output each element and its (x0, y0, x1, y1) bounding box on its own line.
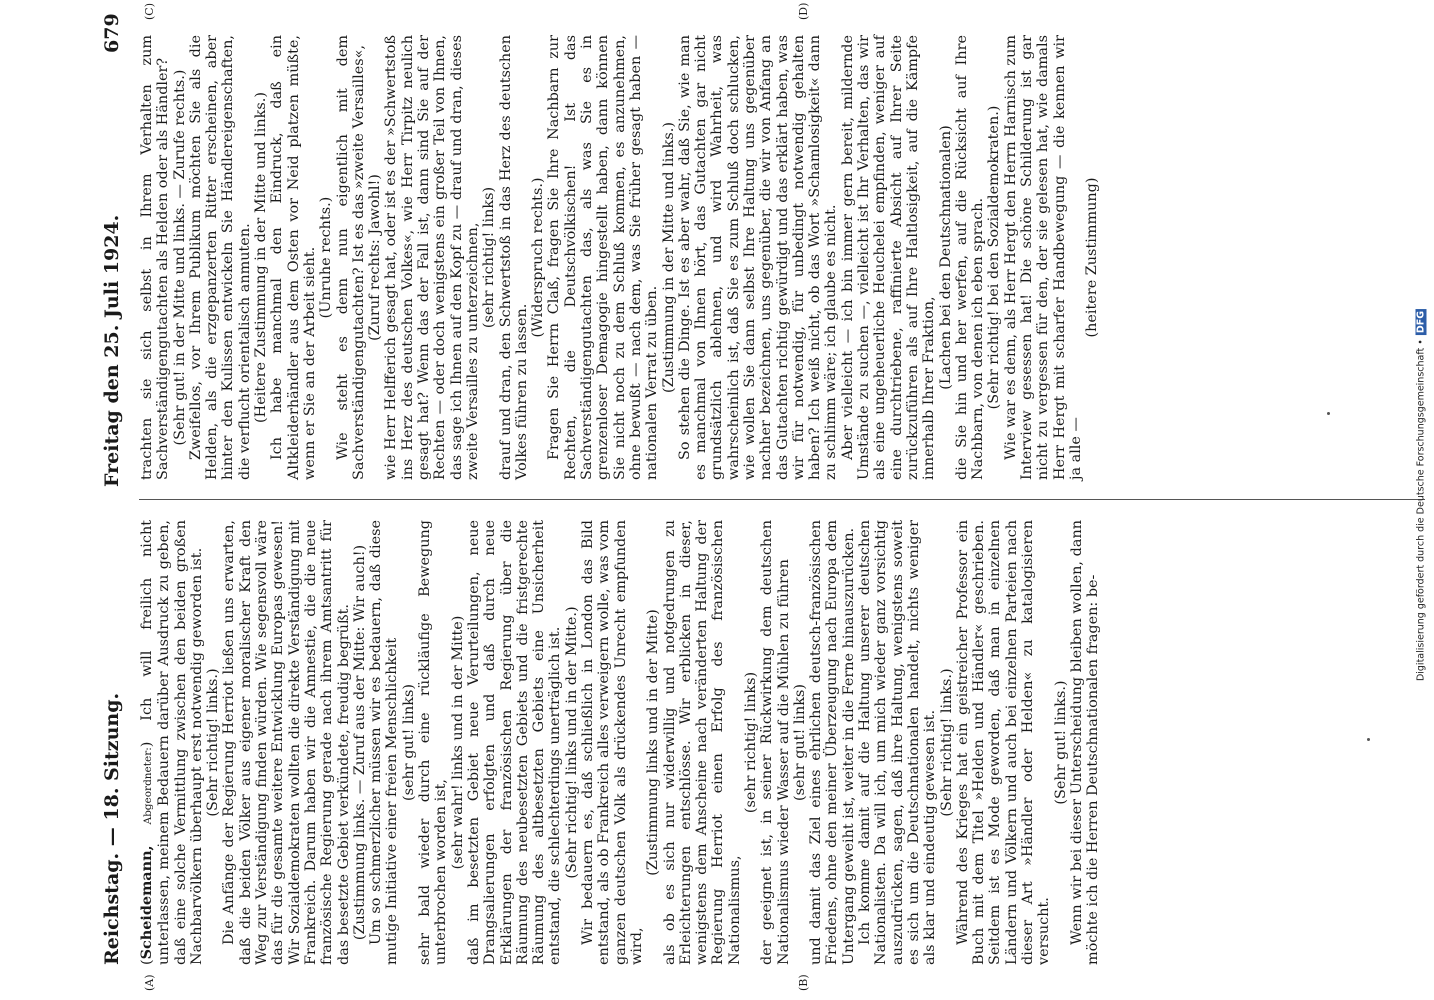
interjection: (Sehr gut! in der Mitte und links. — Zurufe rechts.) (171, 69, 188, 446)
paragraph-continuation: trachten sie sich selbst in Ihrem Verhalten zum Sachverständigengutachten als Helden oder als Händler? (139, 35, 172, 480)
paragraph-continuation: sehr bald wieder durch eine rückläufige Bewegung unterbrochen worden ist, (417, 520, 450, 965)
header-left: Reichstag. — 18. Sitzung. (101, 692, 123, 965)
interjection: (Sehr richtig! bei den Sozialdemokraten.) (986, 105, 1003, 410)
paragraph-continuation: drauf und dran, den Schwertstoß in das Herz des deutschen Volkes führen zu lassen. (497, 35, 530, 480)
paragraph-continuation: daß im besetzten Gebiet neue Verurteilungen, neue Drangsalierungen erfolgten und daß durch neue Erklärungen der französischen Regierung über die Räumung des neubesetzten Gebiets und die fristgerechte Räumung des altbesetzten Gebiets eine Unsicherheit entstand, die schlechterdings unerträglich ist. (465, 520, 564, 965)
paragraph: Ich habe manchmal den Eindruck, daß ein Altkleiderhändler aus dem Osten vor Neid platzen müßte, wenn er Sie an der Arbeit sieht. (269, 35, 318, 480)
paragraph: Ich komme damit auf die Haltung unserer deutschen Nationalisten. Da will ich, um mich wieder ganz vorsichtig auszudrücken, sagen, daß ihre Haltung, wenigstens soweit es sich um die Deutschnationalen handelt, nichts weniger als klar und eindeutig gewesen ist. (857, 520, 939, 965)
paragraph: Wenn wir bei dieser Unterscheidung bleiben wollen, dann möchte ich die Herren Deutschnationalen fragen: be- (1068, 520, 1102, 965)
paragraph: Wir bedauern es, daß schließlich in London das Bild entstand, als ob Frankreich alles verweigern wolle, was vom ganzen deutschen Volk als drückendes Unrecht empfunden wird, (580, 520, 645, 965)
page-header (95, 13, 135, 965)
paragraph: Fragen Sie Herrn Claß, fragen Sie Ihre Nachbarn zur Rechten, die Deutschvölkischen! Ist das Sachverständigengutachten das, als was Sie es in grenzenloser Demagogie hingestellt haben, dann können Sie nicht noch zu dem Schluß kommen, es anzunehmen, ohne bewußt — nach dem, was Sie früher gesagt haben — nationalen Verrat zu üben. (546, 35, 661, 480)
interjection: (Zustimmung links und in der Mitte) (645, 609, 662, 876)
interjection: (sehr gut! links) (400, 683, 417, 802)
speck (1327, 412, 1330, 415)
rotated-page (95, 2, 1425, 991)
paragraph: Aber vielleicht — ich bin immer gern bereit, mildernde Umstände zu suchen —, vielleicht ist Ihr Verhalten, das wir als eine ungeheuerliche Heuchelei empfinden, weniger auf eine durchtriebene, raffinierte Absicht auf Ihrer Seite zurückzuführen als auf Ihre Haltlosigkeit, auf die Kämpfe innerhalb Ihrer Fraktion, (839, 35, 938, 480)
paragraph: So stehen die Dinge. Ist es aber wahr, daß Sie, wie man es manchmal von Ihnen hört, das Gutachten gar nicht grundsätzlich ablehnen, und wird Wahrheit, was wahrscheinlich ist, daß Sie es zum Schluß doch schlucken, wie wollen Sie dann selbst Ihre Haltung uns gegenüber nachher bezeichnen, uns gegenüber, die wir von Anfang an das Gutachten richtig gewürdigt und das erklärt haben, was wir für notwendig, für unbedingt notwendig gehalten haben? Ich weiß nicht, ob das Wort »Schamlosigkeit« dann zu schlimm wäre; ich glaube es nicht. (676, 35, 840, 480)
paragraph: Während des Krieges hat ein geistreicher Professor ein Buch mit dem Titel »Helden und Händler« geschrieben. Seitdem ist es Mode geworden, daß man in einzelnen Ländern und Völkern und auch bei einzelnen Parteien nach dieser Art »Händler oder Helden« zu katalogisieren versucht. (954, 520, 1053, 965)
interjection: (Unruhe rechts.) (318, 196, 335, 319)
dfg-logo: DFG (1415, 310, 1427, 334)
paragraph: Die Anfänge der Regierung Herriot ließen uns erwarten, daß die beiden Völker aus eigener moralischer Kraft den Weg zur Verständigung finden würden. Wie segensvoll wäre das für die gesamte weitere Entwicklung Europas gewesen! Wir Sozialdemokraten wollten die direkte Verständigung mit Frankreich. Darum haben wir die Amnestie, die die neue französische Regierung gerade nach ihrem Amtsantritt für das besetzte Gebiet verkündete, freudig begrüßt. (221, 520, 352, 965)
paragraph-continuation: der geeignet ist, in seiner Rückwirkung dem deutschen Nationalismus wieder Wasser auf die Mühlen zu führen (759, 520, 792, 965)
paragraph: Um so schmerzlicher müssen wir es bedauern, daß diese mutige Initiative einer freien Menschlichkeit (368, 520, 401, 965)
interjection: (heitere Zustimmung) (1084, 177, 1101, 338)
interjection: (Sehr richtig! links und in der Mitte.) (563, 606, 580, 879)
interjection: (sehr gut! links) (791, 683, 808, 802)
paragraph-continuation: und damit das Ziel eines ehrlichen deutsch-französischen Friedens, ohne den meiner Überzeugung nach Europa dem Untergang geweiht ist, weiter in die Ferne hinauszurücken. (808, 520, 857, 965)
margin-mark-c: (C) (143, 3, 156, 20)
paragraph: Wie steht es denn nun eigentlich mit dem Sachverständigengutachten? Ist es das »zweite Versailles«, (334, 35, 367, 480)
speaker-intro: (Scheidemann, Abgeordneter:) Ich will freilich nicht unterlassen, meinem Bedauern darüber Ausdruck zu geben, daß eine solche Vermittlung zwischen den beiden großen Nachbarvölkern überhaupt erst notwendig geworden ist. (138, 520, 205, 965)
interjection: (sehr richtig! links) (742, 671, 759, 814)
page-number: 679 (101, 13, 123, 53)
speaker-name: Scheidemann, (138, 845, 155, 960)
interjection: (Widerspruch rechts.) (530, 177, 547, 338)
margin-mark-d: (D) (797, 2, 810, 20)
paragraph-continuation: wie Herr Helfferich gesagt hat, oder ist es der »Schwertstoß ins Herz des deutschen Volkes«, wie Herr Tirpitz neulich gesagt hat? Wenn das der Fall ist, dann sind Sie auf der Rechten — oder doch wenigstens ein großer Teil von Ihnen, das sage ich Ihnen auf den Kopf zu — drauf und dran, dieses zweite Versailles zu unterzeichnen, (383, 35, 481, 480)
first-paragraph: Ich will freilich nicht unterlassen, meinem Bedauern darüber Ausdruck zu geben, daß eine solche Vermittlung zwischen den beiden großen Nachbarvölkern überhaupt erst notwendig geworden ist. (139, 520, 205, 965)
interjection: (Zuruf rechts: Jawohl!) (367, 174, 384, 341)
interjection: (Sehr richtig! links.) (205, 668, 222, 817)
interjection: (Sehr richtig! links.) (938, 668, 955, 817)
paragraph-continuation: die Sie hin und her werfen, auf die Rücksicht auf Ihre Nachbarn, von denen ich eben sprach. (953, 35, 987, 480)
paragraph: Zweifellos, vor Ihrem Publikum möchten Sie als die Helden, als die erzgepanzerten Ritter erscheinen, aber hinter den Kulissen entwickeln Sie Händlereigenschaften, die verflucht orientalisch anmuten. (187, 35, 253, 480)
interjection: (Sehr gut! links.) (1052, 680, 1069, 805)
interjection: (sehr richtig! links) (481, 186, 498, 329)
interjection: (sehr wahr! links und in der Mitte) (449, 615, 466, 870)
right-column (139, 35, 1101, 480)
header-date: Freitag den 25. Juli 1924. (101, 214, 123, 487)
interjection: (Zustimmung links. — Zuruf aus der Mitte: Wir auch!) (351, 544, 368, 941)
margin-mark-a: (A) (143, 974, 156, 991)
speaker-role: Abgeordneter: (142, 747, 154, 825)
interjection: (Lachen bei den Deutschnationalen) (937, 125, 954, 390)
paragraph-continuation: als ob es sich nur widerwillig und notgedrungen zu Erleichterungen entschlösse. Wir erblicken in dieser, wenigstens dem Anscheine nach veränderten Haltung der Regierung Herriot einen Erfolg des französischen Nationalismus, (661, 520, 743, 965)
margin-mark-b: (B) (797, 974, 810, 991)
interjection: (Zustimmung in der Mitte und links.) (660, 122, 677, 393)
column-divider (139, 499, 1425, 500)
speck (1367, 738, 1370, 741)
digitization-credit (1416, 309, 1427, 681)
interjection: (Heitere Zustimmung in der Mitte und links.) (253, 92, 270, 423)
left-column (139, 520, 1102, 965)
paragraph: Wie war es denn, als Herr Hergt den Herrn Harnisch zum Interview gesessen hat! Die schöne Schilderung ist gar nicht zu vergessen für den, der sie gelesen hat, wie damals Herr Hergt mit scharfer Handbewegung — die kennen wir ja alle — (1002, 35, 1084, 480)
credit-text: Digitalisierung gefördert durch die Deutsche Forschungsgemeinschaft • (1415, 339, 1427, 682)
